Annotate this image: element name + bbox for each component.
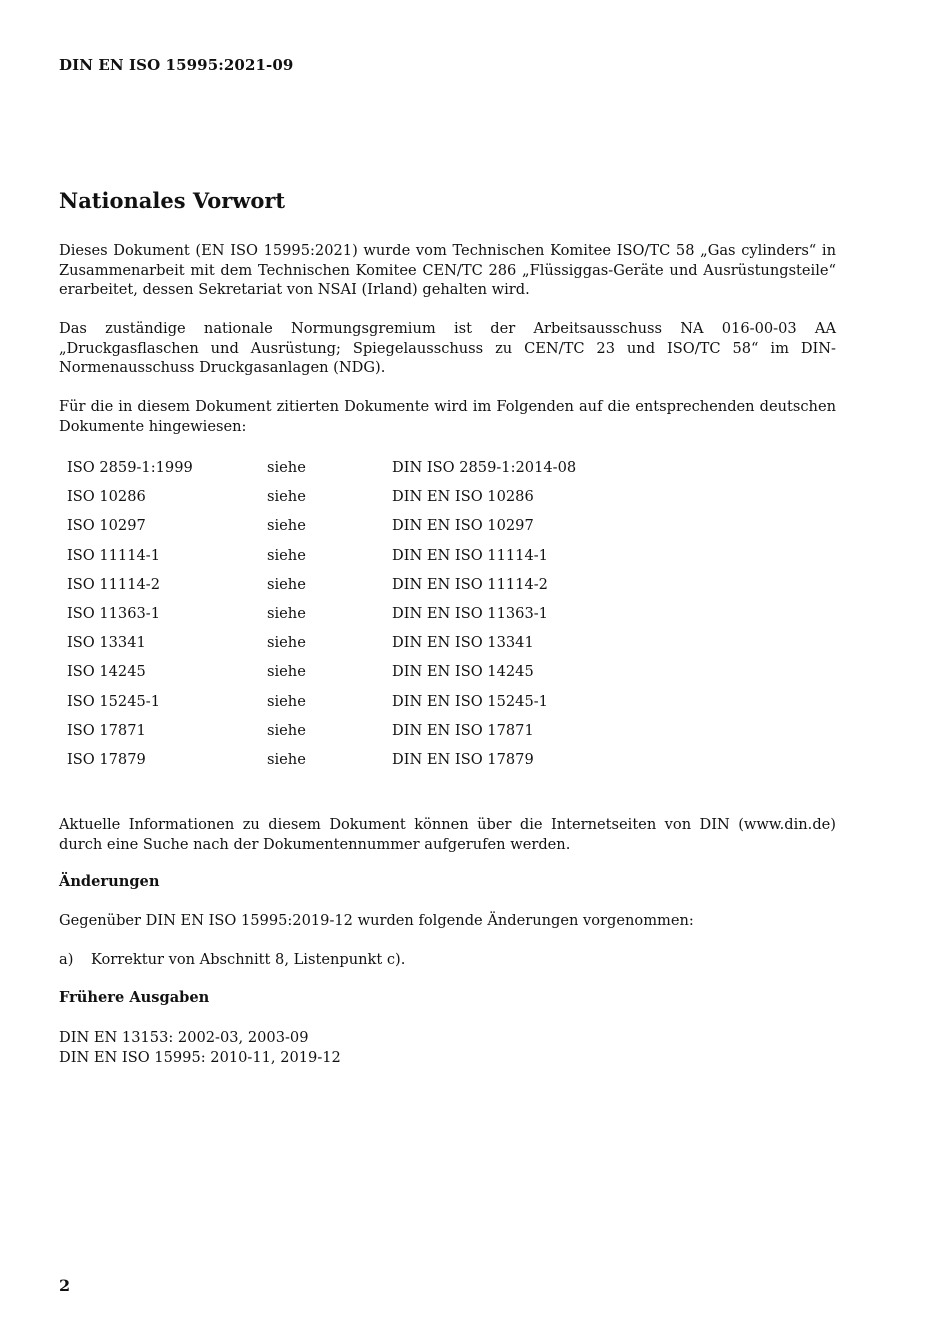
iso-reference: ISO 10286 [67,488,146,506]
see-label: siehe [267,575,306,593]
table-row [59,599,692,628]
iso-reference: ISO 11114-1 [67,546,161,564]
list-item-text: Korrektur von Abschnitt 8, Listenpunkt c). [91,951,406,968]
din-reference: DIN EN ISO 14245 [392,663,534,681]
see-label: siehe [267,605,306,623]
iso-reference: ISO 11363-1 [67,605,161,623]
din-reference: DIN EN ISO 11114-2 [392,575,548,593]
section-title: Nationales Vorwort [59,188,286,213]
din-reference: DIN EN ISO 13341 [392,634,534,652]
see-label: siehe [267,459,306,477]
see-label: siehe [267,634,306,652]
list-item [59,950,405,970]
iso-reference: ISO 17871 [67,721,146,739]
table-row [59,628,692,657]
page-number: 2 [59,1276,71,1295]
iso-reference: ISO 13341 [67,634,146,652]
table-row [59,453,692,482]
see-label: siehe [267,750,306,768]
previous-editions-list [59,1028,341,1067]
see-label: siehe [267,663,306,681]
see-label: siehe [267,692,306,710]
list-marker: a) [59,951,74,968]
din-reference: DIN EN ISO 10286 [392,488,534,506]
table-row [59,716,692,745]
previous-edition-line: DIN EN ISO 15995: 2010-11, 2019-12 [59,1048,341,1066]
see-label: siehe [267,517,306,535]
previous-editions-heading: Frühere Ausgaben [59,989,210,1006]
din-reference: DIN EN ISO 11363-1 [392,605,548,623]
iso-reference: ISO 14245 [67,663,146,681]
iso-reference: ISO 15245-1 [67,692,161,710]
document-id-header: DIN EN ISO 15995:2021-09 [59,56,294,74]
iso-reference: ISO 2859-1:1999 [67,459,193,477]
table-row [59,482,692,511]
iso-reference: ISO 10297 [67,517,146,535]
previous-edition-line: DIN EN 13153: 2002-03, 2003-09 [59,1029,309,1046]
iso-reference: ISO 11114-2 [67,575,161,593]
table-row [59,570,692,599]
din-reference: DIN ISO 2859-1:2014-08 [392,459,577,477]
paragraph-committee: Dieses Dokument (EN ISO 15995:2021) wurde vom Technischen Komitee ISO/TC 58 „Gas cylinders“ in Zusammenarbeit mit dem Technischen Komitee CEN/TC 286 „Flüssiggas-Geräte und Ausrüstungsteile“ erarbeitet, dessen Sekretariat von NSAI (Irland) gehalten wird. [59,242,836,298]
din-reference: DIN EN ISO 11114-1 [392,546,548,564]
paragraph-national-body: Das zuständige nationale Normungsgremium ist der Arbeitsausschuss NA 016-00-03 AA „Druckgasflaschen und Ausrüstung; Spiegelausschuss zu CEN/TC 23 und ISO/TC 58“ im DIN-Normenausschuss Druckgasanlagen (NDG). [59,320,836,376]
changes-heading: Änderungen [59,873,160,890]
table-row [59,687,692,716]
table-row [59,657,692,686]
see-label: siehe [267,488,306,506]
table-row [59,511,692,540]
see-label: siehe [267,721,306,739]
reference-table [59,453,692,774]
paragraph-current-info: Aktuelle Informationen zu diesem Dokument können über die Internetseiten von DIN (www.din.de) durch eine Suche nach der Dokumentennummer aufgerufen werden. [59,816,836,853]
changes-intro: Gegenüber DIN EN ISO 15995:2019-12 wurden folgende Änderungen vorgenommen: [59,912,694,929]
din-reference: DIN EN ISO 17879 [392,750,534,768]
table-row [59,745,692,774]
see-label: siehe [267,546,306,564]
din-reference: DIN EN ISO 10297 [392,517,534,535]
din-reference: DIN EN ISO 15245-1 [392,692,548,710]
table-row [59,541,692,570]
din-reference: DIN EN ISO 17871 [392,721,534,739]
document-page [59,0,836,1343]
iso-reference: ISO 17879 [67,750,146,768]
paragraph-references-intro: Für die in diesem Dokument zitierten Dokumente wird im Folgenden auf die entsprechenden deutschen Dokumente hingewiesen: [59,398,836,435]
